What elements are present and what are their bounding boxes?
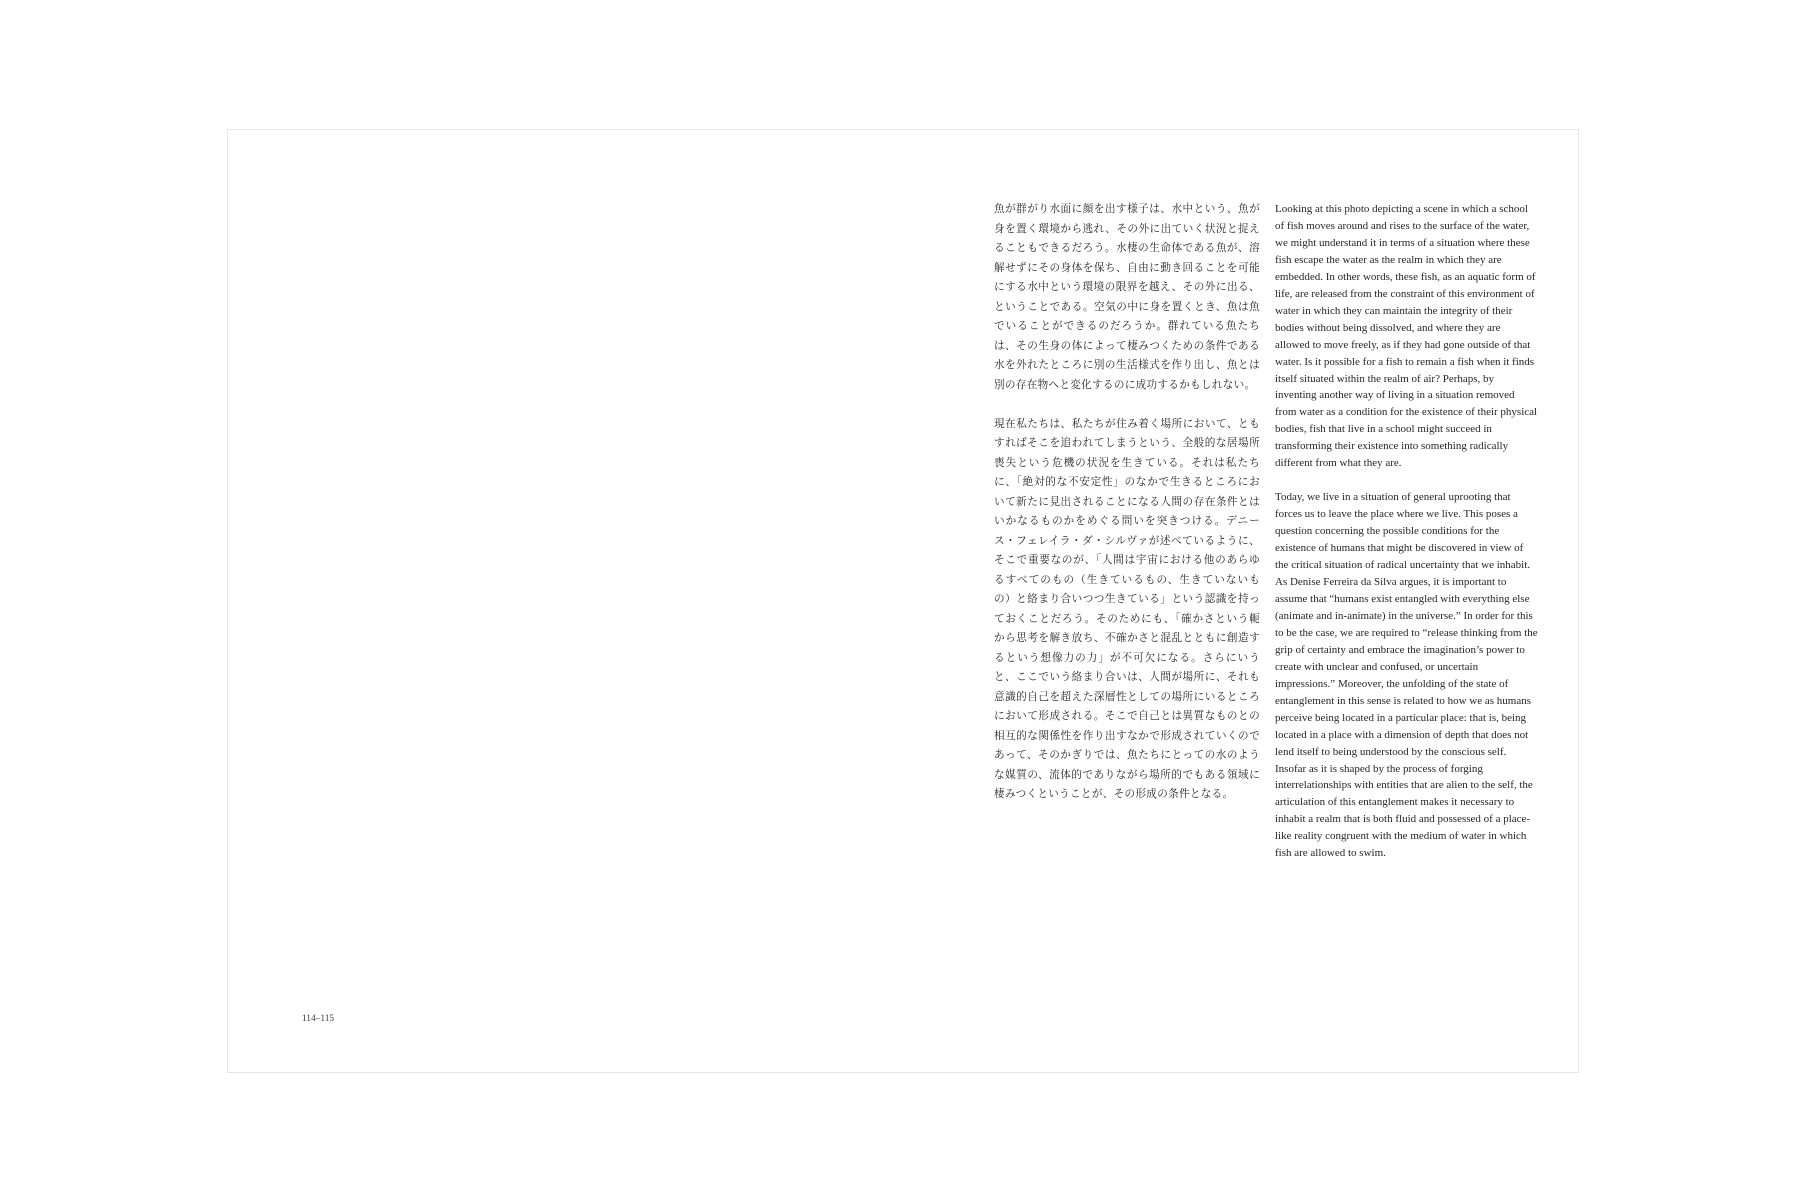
japanese-paragraph-2: 現在私たちは、私たちが住み着く場所において、ともすればそこを追われてしまうという、全般的な居場所喪失という危機の状況を生きている。それは私たちに、「絶対的な不安定性」のなかで生きるところにおいて新たに見出されることになる人間の存在条件とはいかなるものかをめぐる問いを突きつける。デニース・フェレイラ・ダ・シルヴァが述べているように、そこで重要なのが、「人間は宇宙における他のあらゆるすべてのもの（生きているもの、生きていないもの）と絡まり合いつつ生きている」という認識を持っておくことだろう。そのためにも、「確かさという軛から思考を解き放ち、不確かさと混乱とともに創造するという想像力の力」が不可欠になる。さらにいうと、ここでいう絡まり合いは、人間が場所に、それも意識的自己を超えた深層性としての場所にいるところにおいて形成される。そこで自己とは異質なものとの相互的な関係性を作り出すなかで形成されていくのであって、そのかぎりでは、魚たちにとっての水のような媒質の、流体的でありながら場所的でもある領域に棲みつくということが、その形成の条件となる。 [994,417,1260,800]
japanese-text-column [994,200,1260,824]
english-text-column [1275,201,1538,879]
english-paragraph-1: Looking at this photo depicting a scene in which a school of fish moves around and rises to the surface of the water, we might understand it in terms of a situation where these fish escape the water as the realm in which they are embedded. In other words, these fish, as an aquatic form of life, are released from the constraint of this environment of water in which they can maintain the integrity of their bodies without being dissolved, and where they are allowed to move freely, as if they had gone outside of that water. Is it possible for a fish to remain a fish when it finds itself situated within the realm of air? Perhaps, by inventing another way of living in a situation removed from water as a condition for the existence of their physical bodies, fish that live in a school might succeed in transforming their existence into something radically different from what they are. [1275,203,1538,470]
page-number: 114–115 [302,1013,335,1023]
english-paragraph-2: Today, we live in a situation of general uprooting that forces us to leave the place where we live. This poses a question concerning the possible conditions for the existence of humans that might be discovered in view of the critical situation of radical uncertainty that we inhabit. As Denise Ferreira da Silva argues, it is important to assume that “humans exist entangled with everything else (animate and in-animate) in the universe.” In order for this to be the case, we are required to “release thinking from the grip of certainty and embrace the imagination’s power to create with unclear and confused, or uncertain impressions.” Moreover, the unfolding of the state of entanglement in this sense is related to how we as humans perceive being located in a particular place: that is, being located in a place with a dimension of depth that does not lend itself to being understood by the conscious self. Insofar as it is shaped by the process of forging interrelationships with entities that are alien to the self, the articulation of this entanglement makes it necessary to inhabit a realm that is both fluid and possessed of a place-like reality congruent with the medium of water in which fish are allowed to swim. [1275,491,1538,860]
japanese-paragraph-1: 魚が群がり水面に顔を出す様子は、水中という、魚が身を置く環境から逃れ、その外に出ていく状況と捉えることもできるだろう。水棲の生命体である魚が、溶解せずにその身体を保ち、自由に動き回ることを可能にする水中という環境の限界を越え、その外に出る、ということである。空気の中に身を置くとき、魚は魚でいることができるのだろうか。群れている魚たちは、その生身の体によって棲みつくための条件である水を外れたところに別の生活様式を作り出し、魚とは別の存在物へと変化するのに成功するかもしれない。 [994,203,1260,391]
